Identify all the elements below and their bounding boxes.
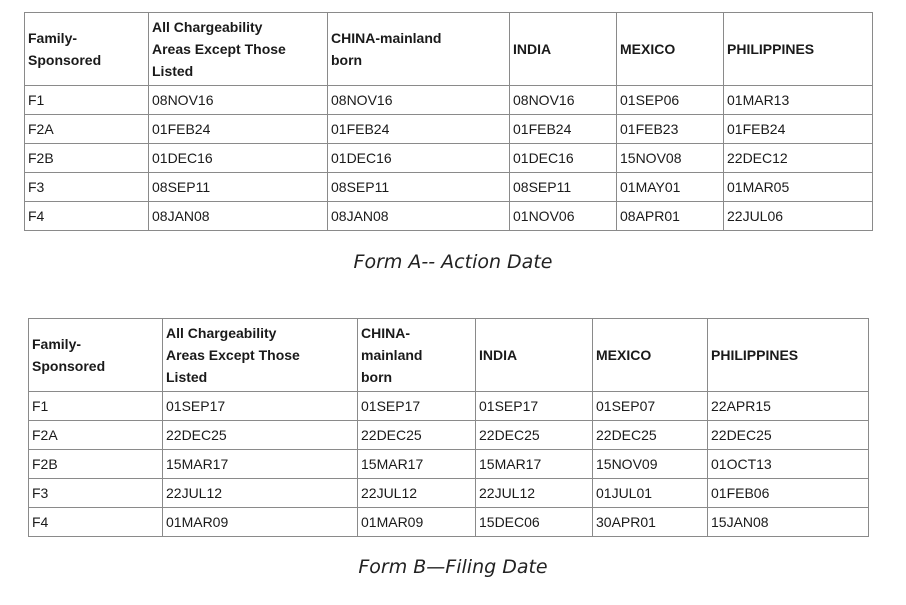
table-row bbox=[25, 144, 873, 173]
header-cell: Family-Sponsored bbox=[29, 319, 163, 392]
table-cell: 01FEB24 bbox=[149, 115, 328, 144]
table-row bbox=[29, 392, 869, 421]
form-a-caption: Form A-- Action Date bbox=[353, 251, 553, 273]
header-cell: MEXICO bbox=[593, 319, 708, 392]
table-header-row bbox=[25, 13, 873, 86]
header-cell: Family-Sponsored bbox=[25, 13, 149, 86]
table-cell: 01SEP17 bbox=[163, 392, 358, 421]
table-row bbox=[29, 508, 869, 537]
table-cell: 08NOV16 bbox=[149, 86, 328, 115]
table-cell: F3 bbox=[29, 479, 163, 508]
table-row bbox=[29, 421, 869, 450]
table-cell: 22DEC25 bbox=[708, 421, 869, 450]
table-row bbox=[29, 479, 869, 508]
table-cell: 22DEC25 bbox=[476, 421, 593, 450]
table-cell: 01MAR09 bbox=[358, 508, 476, 537]
table-cell: 08JAN08 bbox=[328, 202, 510, 231]
table-cell: F1 bbox=[29, 392, 163, 421]
table-row bbox=[29, 450, 869, 479]
table-cell: 08SEP11 bbox=[328, 173, 510, 202]
table-cell: 22JUL12 bbox=[476, 479, 593, 508]
header-cell: CHINA-mainland born bbox=[358, 319, 476, 392]
table-cell: 22APR15 bbox=[708, 392, 869, 421]
table-cell: 01MAY01 bbox=[617, 173, 724, 202]
table-cell: F2A bbox=[25, 115, 149, 144]
table-cell: 01DEC16 bbox=[510, 144, 617, 173]
table-cell: 15MAR17 bbox=[358, 450, 476, 479]
table-cell: F3 bbox=[25, 173, 149, 202]
table-cell: F2A bbox=[29, 421, 163, 450]
table-cell: 22JUL12 bbox=[358, 479, 476, 508]
header-cell: All Chargeability Areas Except Those Listed bbox=[149, 13, 328, 86]
table-row bbox=[25, 173, 873, 202]
table-cell: F4 bbox=[29, 508, 163, 537]
table-cell: 22DEC25 bbox=[163, 421, 358, 450]
table-cell: 01MAR09 bbox=[163, 508, 358, 537]
header-cell: INDIA bbox=[510, 13, 617, 86]
table-cell: 01MAR05 bbox=[724, 173, 873, 202]
form-b-caption: Form B—Filing Date bbox=[358, 556, 548, 578]
table-cell: 08JAN08 bbox=[149, 202, 328, 231]
table-cell: 22JUL12 bbox=[163, 479, 358, 508]
table-cell: 01SEP17 bbox=[476, 392, 593, 421]
table-row bbox=[25, 115, 873, 144]
table-cell: 01MAR13 bbox=[724, 86, 873, 115]
table-cell: F2B bbox=[25, 144, 149, 173]
table-cell: F1 bbox=[25, 86, 149, 115]
header-cell: INDIA bbox=[476, 319, 593, 392]
table-cell: 15JAN08 bbox=[708, 508, 869, 537]
header-cell: PHILIPPINES bbox=[724, 13, 873, 86]
action-date-table bbox=[24, 12, 873, 231]
table-cell: 22DEC25 bbox=[593, 421, 708, 450]
table-cell: 01FEB06 bbox=[708, 479, 869, 508]
table-cell: 15NOV09 bbox=[593, 450, 708, 479]
table-cell: 15DEC06 bbox=[476, 508, 593, 537]
header-cell: CHINA-mainland born bbox=[328, 13, 510, 86]
table-cell: 01SEP07 bbox=[593, 392, 708, 421]
table-row bbox=[25, 86, 873, 115]
table-cell: 08APR01 bbox=[617, 202, 724, 231]
table-cell: 01SEP17 bbox=[358, 392, 476, 421]
table-cell: 15MAR17 bbox=[476, 450, 593, 479]
table-cell: 01FEB23 bbox=[617, 115, 724, 144]
table-cell: 01DEC16 bbox=[328, 144, 510, 173]
table-cell: F2B bbox=[29, 450, 163, 479]
table-cell: 22JUL06 bbox=[724, 202, 873, 231]
table-cell: 01SEP06 bbox=[617, 86, 724, 115]
table-cell: 15MAR17 bbox=[163, 450, 358, 479]
table-cell: F4 bbox=[25, 202, 149, 231]
table-header-row bbox=[29, 319, 869, 392]
table-cell: 30APR01 bbox=[593, 508, 708, 537]
table-cell: 01FEB24 bbox=[328, 115, 510, 144]
table-cell: 08SEP11 bbox=[149, 173, 328, 202]
table-cell: 22DEC25 bbox=[358, 421, 476, 450]
table-cell: 01DEC16 bbox=[149, 144, 328, 173]
table-cell: 15NOV08 bbox=[617, 144, 724, 173]
header-cell: All Chargeability Areas Except Those Listed bbox=[163, 319, 358, 392]
table-cell: 08NOV16 bbox=[510, 86, 617, 115]
header-cell: PHILIPPINES bbox=[708, 319, 869, 392]
table-cell: 22DEC12 bbox=[724, 144, 873, 173]
table-cell: 08NOV16 bbox=[328, 86, 510, 115]
filing-date-table bbox=[28, 318, 869, 537]
table-cell: 08SEP11 bbox=[510, 173, 617, 202]
table-cell: 01JUL01 bbox=[593, 479, 708, 508]
table-row bbox=[25, 202, 873, 231]
table-cell: 01FEB24 bbox=[724, 115, 873, 144]
table-cell: 01FEB24 bbox=[510, 115, 617, 144]
header-cell: MEXICO bbox=[617, 13, 724, 86]
table-cell: 01OCT13 bbox=[708, 450, 869, 479]
table-cell: 01NOV06 bbox=[510, 202, 617, 231]
